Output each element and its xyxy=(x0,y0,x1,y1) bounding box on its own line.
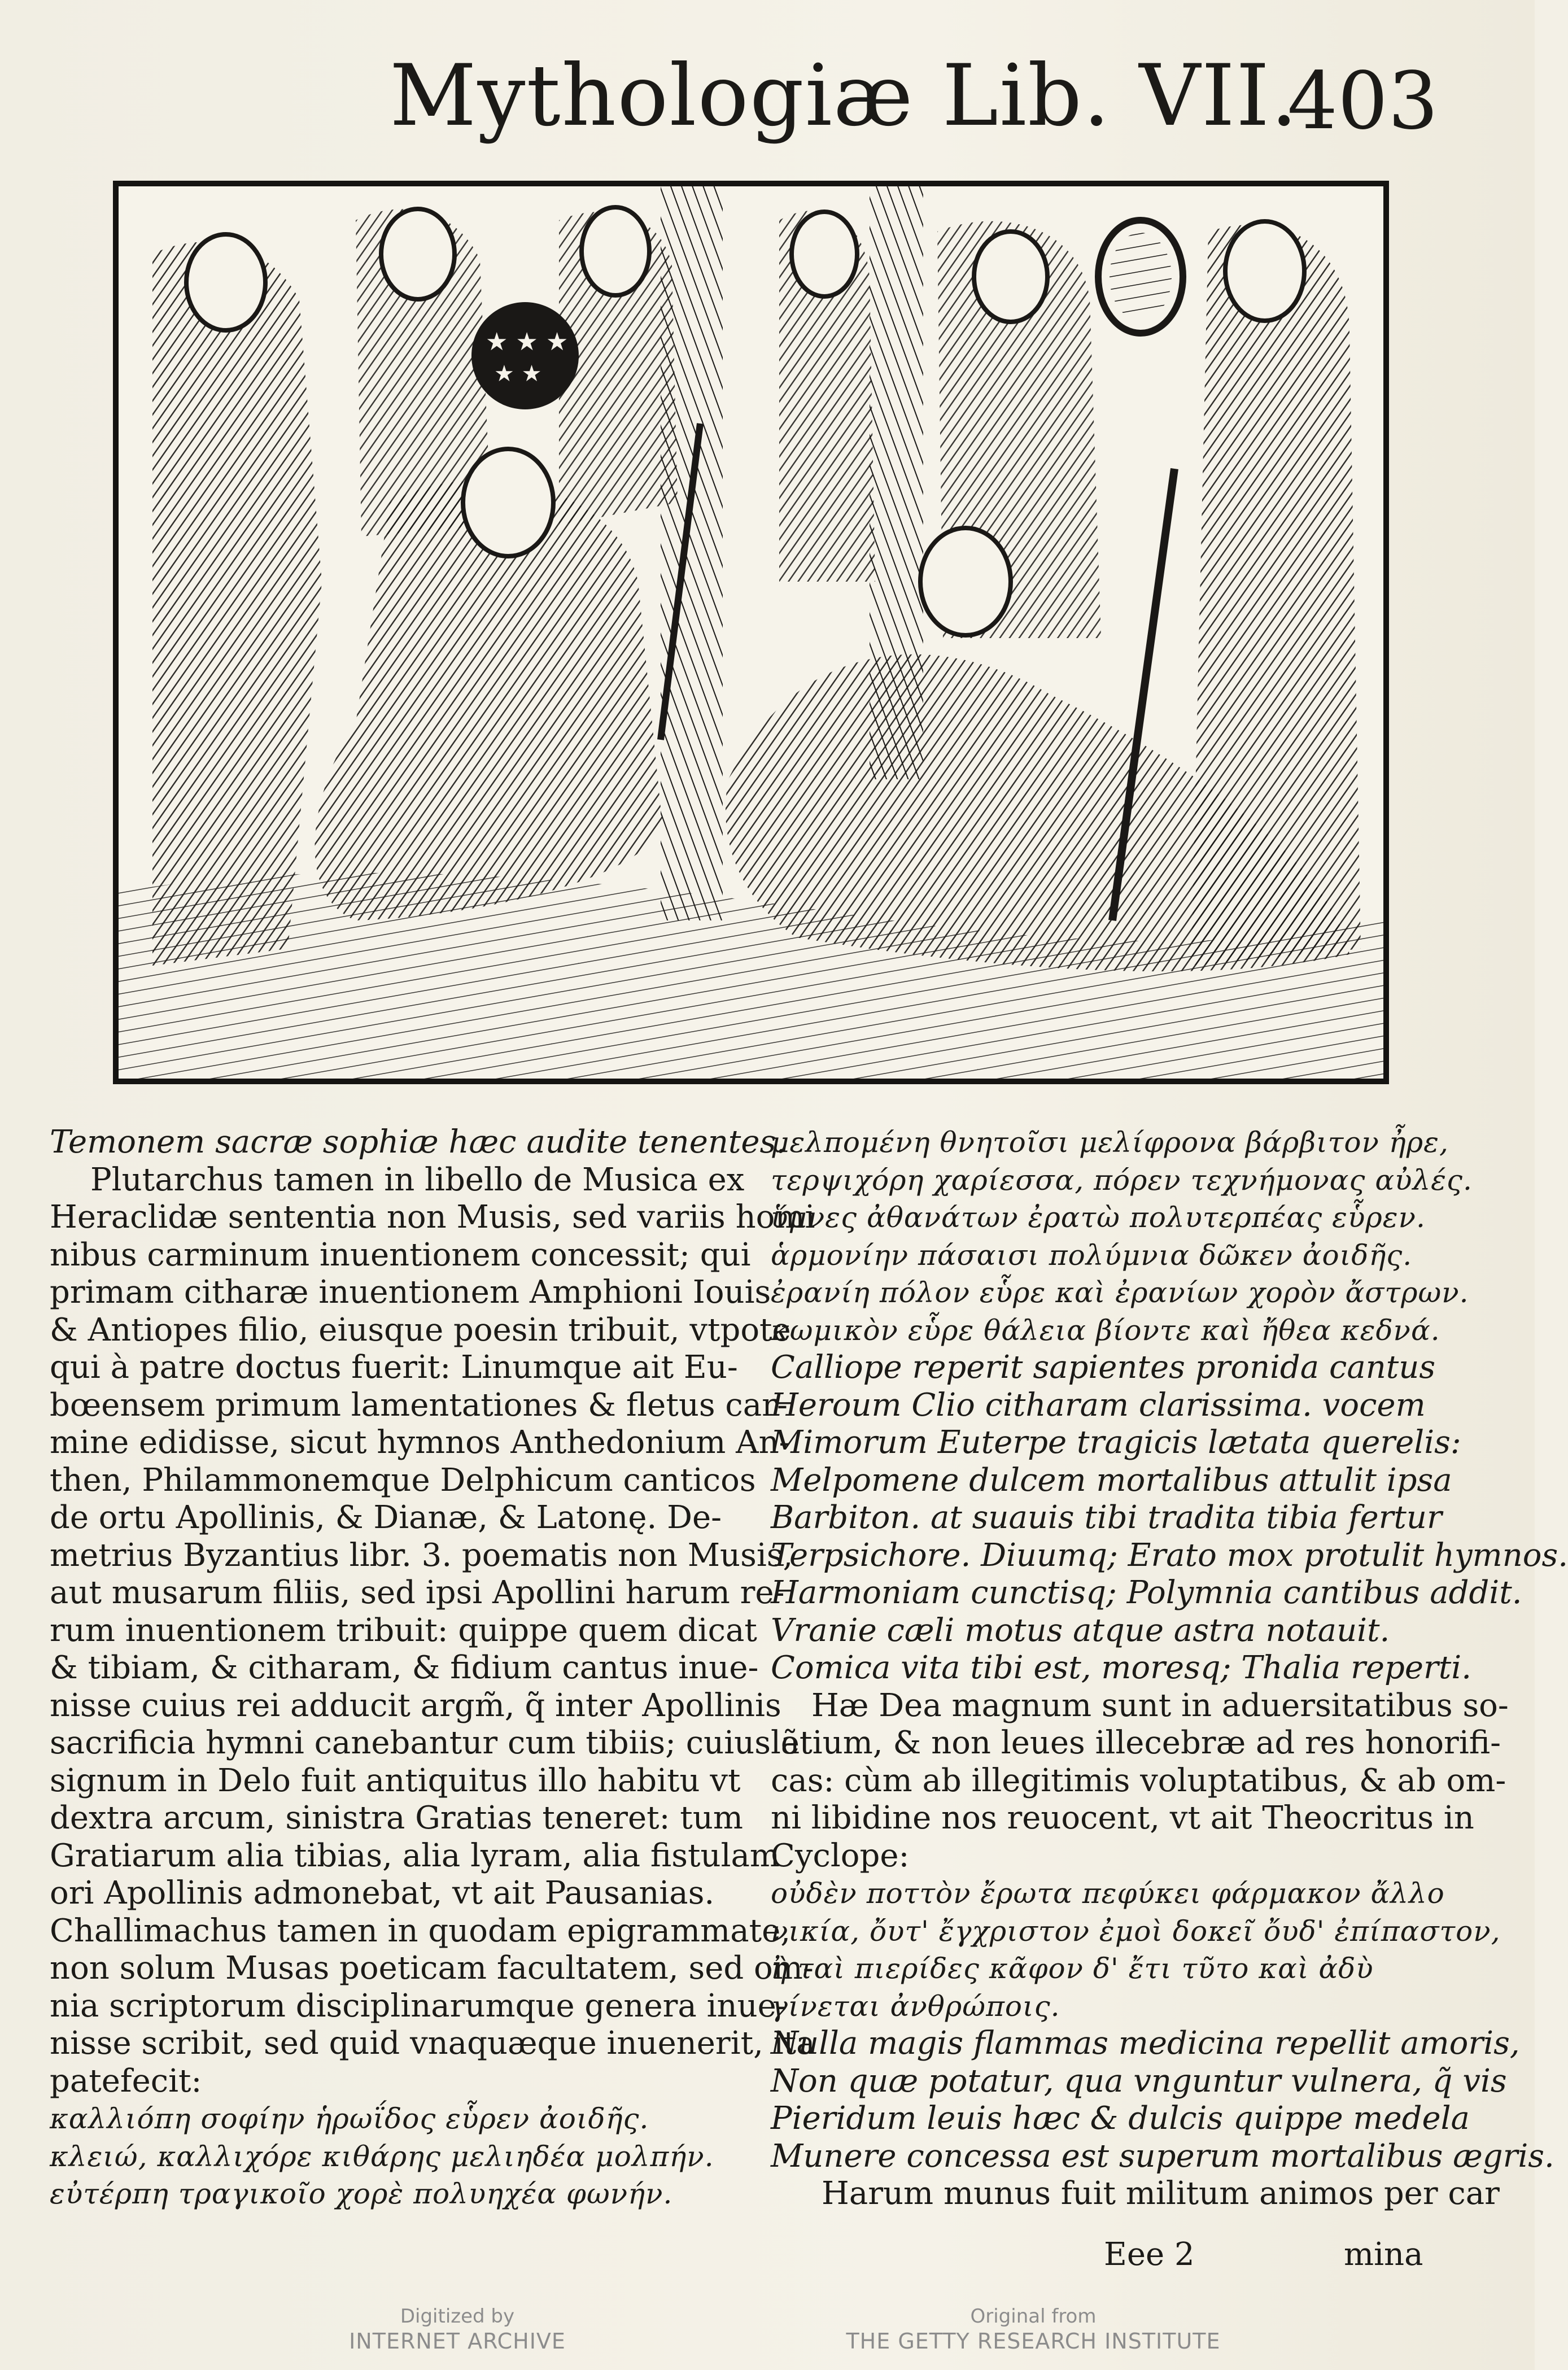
greek-verse-line: τερψιχόρη χαρίεσσα, πόρεν τεχνήμονας αὐλές. xyxy=(771,1163,1473,1197)
text-line: sacrificia hymni canebantur cum tibiis; cuius ẽt xyxy=(50,1725,813,1761)
greek-verse-line: νικία, ὄυτ' ἔγχριστον ἐμοὶ δοκεῖ ὄυδ' ἐπίπαστον, xyxy=(771,1914,1501,1948)
latin-verse-line: Vranie cæli motus atque astra notauit. xyxy=(771,1612,1390,1649)
svg-text:★ ★ ★: ★ ★ ★ xyxy=(486,328,569,356)
greek-verse-line: ἢ ταὶ πιερίδες κᾶφον δ' ἔτι τῦτο καὶ ἀδὺ xyxy=(771,1952,1374,1985)
woodcut-illustration xyxy=(113,181,1389,1084)
text-line: cas: cùm ab illegitimis voluptatibus, & ab om- xyxy=(771,1762,1506,1799)
greek-verse-line: κλειώ, καλλιχόρε κιθάρης μελιηδέα μολπήν. xyxy=(50,2140,714,2173)
latin-verse-line: Mimorum Euterpe tragicis lætata querelis: xyxy=(771,1424,1461,1461)
watermark-org: INTERNET ARCHIVE xyxy=(349,2329,566,2354)
latin-verse-line: Melpomene dulcem mortalibus attulit ipsa xyxy=(771,1461,1452,1499)
text-line: nisse scribit, sed quid vnaquæque inuenerit, ita xyxy=(50,2025,815,2062)
latin-verse-line: Munere concessa est superum mortalibus ægris. xyxy=(771,2137,1554,2175)
greek-verse-line: ὕμνες ἀθανάτων ἐρατὼ πολυτερπέας εὗρεν. xyxy=(771,1201,1426,1234)
right-text-column xyxy=(771,1124,1568,2213)
text-line: nisse cuius rei adducit argm̃, q̃ inter Apollinis xyxy=(50,1687,781,1724)
text-line: qui à patre doctus fuerit: Linumque ait Eu- xyxy=(50,1349,738,1386)
text-line: dextra arcum, sinistra Gratias teneret: tum xyxy=(50,1800,743,1836)
text-line: patefecit: xyxy=(50,2062,202,2100)
text-line: Temonem sacræ sophiæ hæc audite tenentes. xyxy=(50,1124,787,1160)
svg-text:★ ★: ★ ★ xyxy=(494,361,542,387)
text-line: latium, & non leues illecebræ ad res honorifi- xyxy=(771,1725,1501,1761)
text-line: de ortu Apollinis, & Dianæ, & Latonę. De- xyxy=(50,1499,722,1536)
text-line: mine edidisse, sicut hymnos Anthedonium An- xyxy=(50,1424,790,1461)
text-line: Harum munus fuit militum animos per car xyxy=(822,2175,1500,2212)
greek-verse-line: ἐρανίη πόλον εὗρε καὶ ἐρανίων χορὸν ἄστρων. xyxy=(771,1276,1469,1309)
latin-verse-line: Harmoniam cunctisq; Polymnia cantibus addit. xyxy=(771,1574,1522,1611)
text-line: nibus carminum inuentionem concessit; qui xyxy=(50,1236,751,1273)
greek-verse-line: κωμικὸν εὗρε θάλεια βίοντε καὶ ἤθεα κεδνά. xyxy=(771,1313,1440,1347)
catchword: mina xyxy=(1344,2236,1423,2273)
text-line: & Antiopes filio, eiusque poesin tribuit, vtpote xyxy=(50,1311,791,1348)
text-line: metrius Byzantius libr. 3. poematis non Musis, xyxy=(50,1537,793,1574)
text-line: Plutarchus tamen in libello de Musica ex xyxy=(90,1161,745,1198)
greek-verse-line: ἁρμονίην πάσαισι πολύμνια δῶκεν ἀοιδῆς. xyxy=(771,1238,1413,1272)
text-line: Heraclidæ sententia non Musis, sed variis homi xyxy=(50,1199,815,1236)
text-line: bœensem primum lamentationes & fletus car- xyxy=(50,1386,788,1424)
left-text-column xyxy=(50,1124,815,2213)
watermark-org: THE GETTY RESEARCH INSTITUTE xyxy=(846,2329,1221,2354)
latin-verse-line: Comica vita tibi est, moresq; Thalia reperti. xyxy=(771,1649,1471,1686)
text-line: ori Apollinis admonebat, vt ait Pausanias. xyxy=(50,1875,715,1911)
text-line: nia scriptorum disciplinarumque genera inue- xyxy=(50,1987,787,2024)
latin-verse-line: Heroum Clio citharam clarissima. vocem xyxy=(771,1386,1426,1424)
latin-verse-line: Nulla magis flammas medicina repellit amoris, xyxy=(771,2025,1520,2062)
text-line: rum inuentionem tribuit: quippe quem dicat xyxy=(50,1612,757,1649)
latin-verse-line: Non quæ potatur, qua vnguntur vulnera, q̃ vis xyxy=(771,2062,1507,2100)
text-line: & tibiam, & citharam, & fidium cantus inue- xyxy=(50,1649,759,1686)
text-line: signum in Delo fuit antiquitus illo habitu vt xyxy=(50,1762,741,1799)
greek-verse-line: εὐτέρπη τραγικοῖο χορὲ πολυηχέα φωνήν. xyxy=(50,2177,673,2210)
text-line: aut musarum filiis, sed ipsi Apollini harum re- xyxy=(50,1574,785,1611)
latin-verse-line: Barbiton. at suauis tibi tradita tibia fertur xyxy=(771,1499,1442,1536)
text-line: then, Philammonemque Delphicum canticos xyxy=(50,1461,756,1499)
greek-verse-line: καλλιόπη σοφίην ἡρωΐδος εὗρεν ἀοιδῆς. xyxy=(50,2102,649,2135)
text-line: Challimachus tamen in quodam epigrammate, xyxy=(50,1912,791,1949)
latin-verse-line: Pieridum leuis hæc & dulcis quippe medela xyxy=(771,2100,1470,2137)
latin-verse-line: Calliope reperit sapientes pronida cantus xyxy=(771,1349,1436,1386)
text-line: non solum Musas poeticam facultatem, sed om- xyxy=(50,1950,814,1987)
watermark-label: Digitized by xyxy=(400,2305,515,2328)
text-line: Cyclope: xyxy=(771,1837,910,1874)
latin-verse-line: Terpsichore. Diuumq; Erato mox protulit hymnos. xyxy=(771,1537,1568,1574)
text-line: Hæ Dea magnum sunt in aduersitatibus so- xyxy=(811,1687,1509,1724)
text-line: ni libidine nos reuocent, vt ait Theocritus in xyxy=(771,1800,1474,1836)
text-line: Gratiarum alia tibias, alia lyram, alia fistulam xyxy=(50,1837,780,1874)
greek-verse-line: γίνεται ἀνθρώποις. xyxy=(771,1989,1060,2023)
digitized-by-watermark xyxy=(316,2304,599,2354)
original-from-watermark xyxy=(830,2304,1237,2354)
greek-verse-line: οὐδὲν ποττὸν ἔρωτα πεφύκει φάρμακον ἄλλο xyxy=(771,1877,1445,1910)
page-number: 403 xyxy=(1287,55,1439,147)
signature-mark: Eee 2 xyxy=(1104,2236,1195,2273)
running-head: Mythologiæ Lib. VII. xyxy=(390,47,1299,145)
text-line: primam citharæ inuentionem Amphioni Iouis xyxy=(50,1274,771,1311)
watermark-label: Original from xyxy=(970,2305,1097,2328)
greek-verse-line: μελπομένη θνητοῖσι μελίφρονα βάρβιτον ἦρε, xyxy=(771,1126,1449,1159)
